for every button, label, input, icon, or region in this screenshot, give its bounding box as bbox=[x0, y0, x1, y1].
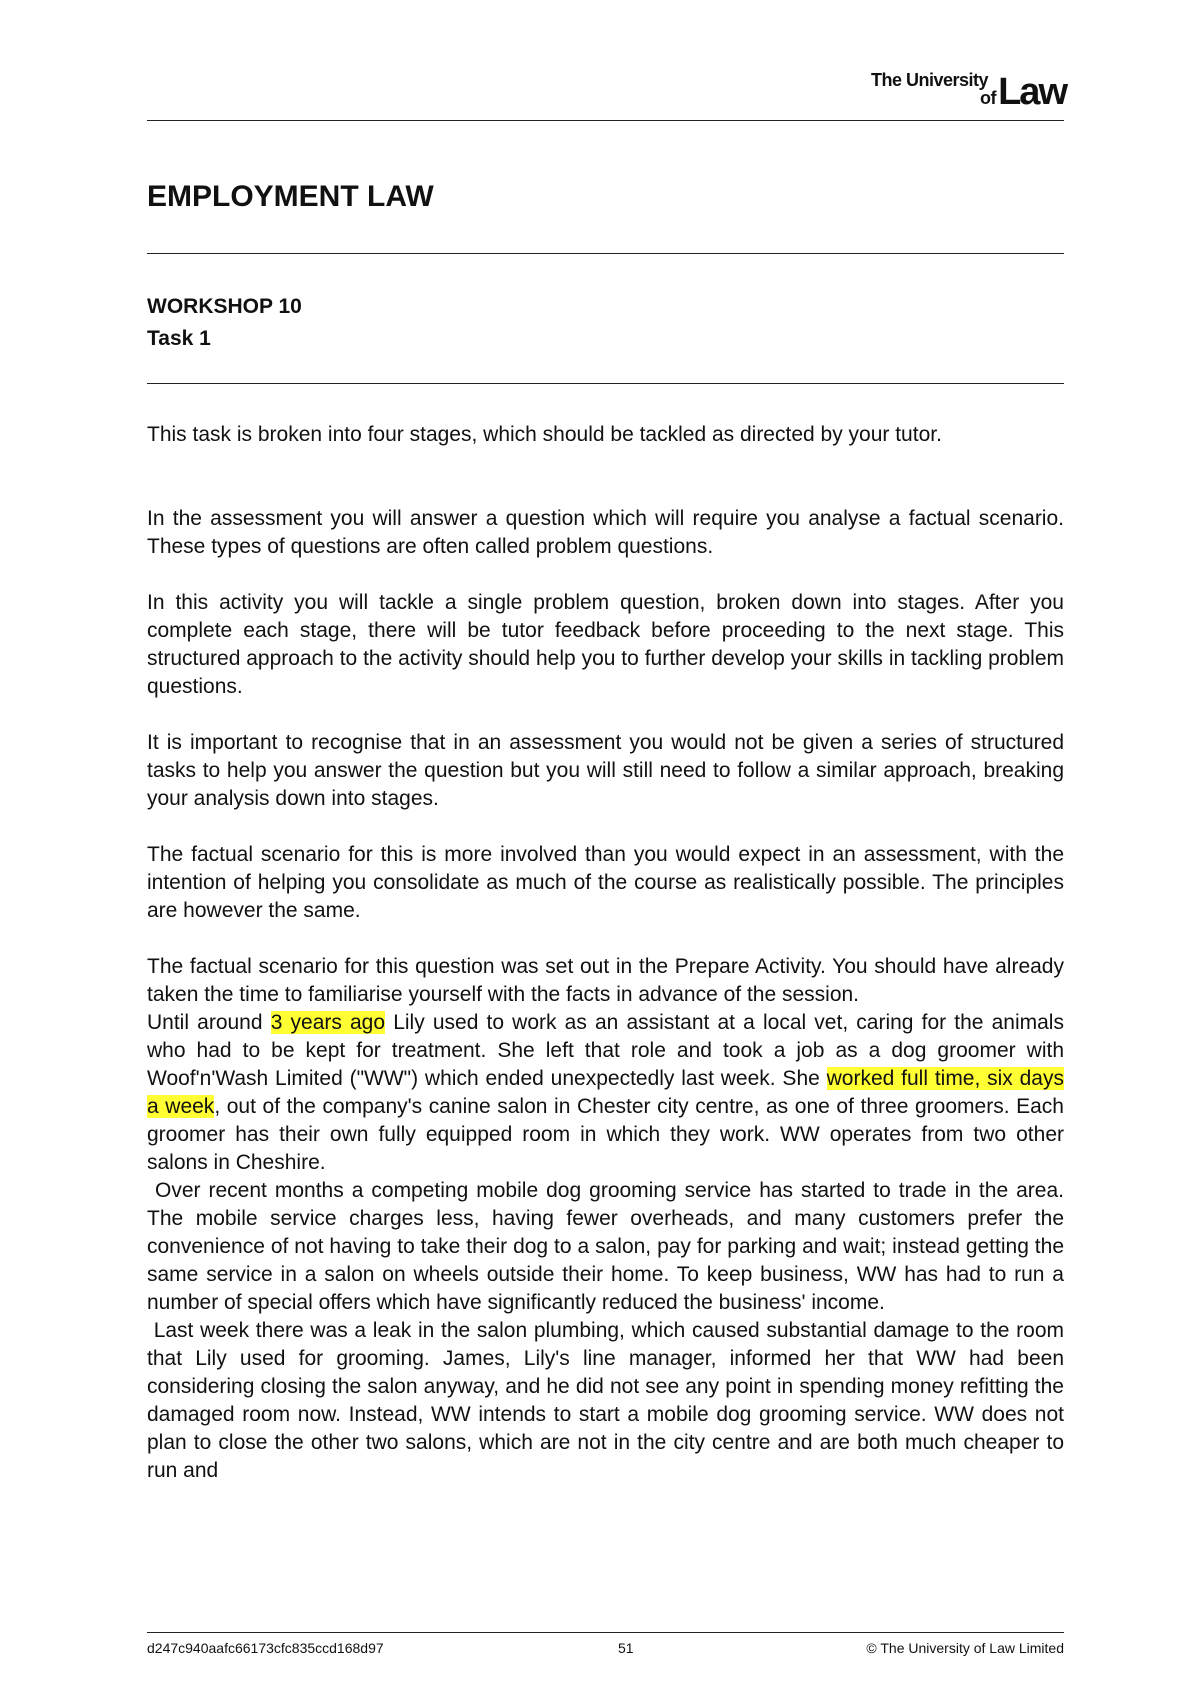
header-divider bbox=[147, 120, 1064, 121]
workshop-label: WORKSHOP 10 bbox=[147, 295, 302, 318]
logo-line-1: The University bbox=[870, 70, 988, 90]
scenario-paragraph-2: Over recent months a competing mobile dog grooming service has started to trade in the area. The mobile service charges less, having fewer overheads, and many customers prefer the convenience of not having to take their dog to a salon, pay for parking and wait; instead getting the same service in a salon on wheels outside their home. To keep business, WW has had to run a number of special offers which have significantly reduced the business' income. bbox=[147, 1179, 1070, 1314]
scenario-paragraph-3: Last week there was a leak in the salon plumbing, which caused substantial damage to the room that Lily used for grooming. James, Lily's line manager, informed her that WW had been considering closing the salon anyway, and he did not see any point in spending money refitting the damaged room now. Instead, WW intends to start a mobile dog grooming service. WW does not plan to close the other two salons, which are not in the city centre and are both much cheaper to run and bbox=[147, 1319, 1070, 1482]
highlight-full-time: worked full time, six days a week bbox=[147, 1067, 1064, 1118]
page-title: EMPLOYMENT LAW bbox=[147, 180, 434, 213]
footer-divider bbox=[147, 1632, 1064, 1633]
intro-paragraph-3: In this activity you will tackle a single problem question, broken down into stages. After you complete each stage, there will be tutor feedback before proceeding to the next stage. This structured approach to the activity should help you to further develop your skills in tackling problem questions. bbox=[147, 591, 1064, 698]
section-divider bbox=[147, 383, 1064, 384]
scenario-text: , out of the company's canine salon in Chester city centre, as one of three groomers. Each groomer has their own fully equipped room in which they work. WW operates from two other salons in Cheshire. bbox=[147, 1095, 1064, 1174]
intro-paragraph-5: The factual scenario for this is more involved than you would expect in an assessment, with the intention of helping you consolidate as much of the course as realistically possible. The principles are however the same. bbox=[147, 843, 1064, 922]
logo-line-2: of bbox=[980, 88, 996, 108]
scenario-text: Lily used to work as an assistant at a local vet, caring for the animals who had to be kept for treatment. She left that role and took a job as a dog groomer with Woof'n'Wash Limited ("WW") which ended unexpectedly last week. She bbox=[147, 1011, 1064, 1090]
scenario-text: Until around bbox=[147, 1011, 271, 1034]
title-divider bbox=[147, 253, 1064, 254]
logo-line-3: Law bbox=[998, 71, 1066, 113]
intro-paragraph-2: In the assessment you will answer a question which will require you analyse a factual scenario. These types of questions are often called problem questions. bbox=[147, 507, 1064, 558]
task-label: Task 1 bbox=[147, 327, 211, 350]
scenario-paragraph-1 bbox=[147, 1009, 1064, 1177]
footer-copyright: © The University of Law Limited bbox=[866, 1640, 1064, 1656]
university-logo bbox=[860, 68, 1066, 112]
scenario-intro: The factual scenario for this question was set out in the Prepare Activity. You should have already taken the time to familiarise yourself with the facts in advance of the session. bbox=[147, 955, 1064, 1006]
footer-doc-id: d247c940aafc66173cfc835ccd168d97 bbox=[147, 1640, 384, 1656]
footer-page-number: 51 bbox=[618, 1640, 634, 1656]
intro-paragraph-4: It is important to recognise that in an assessment you would not be given a series of structured tasks to help you answer the question but you will still need to follow a similar approach, breaking your analysis down into stages. bbox=[147, 731, 1064, 810]
intro-paragraph-1: This task is broken into four stages, which should be tackled as directed by your tutor. bbox=[147, 423, 942, 446]
scenario-block bbox=[147, 953, 1070, 1485]
highlight-3-years-ago: 3 years ago bbox=[270, 1011, 386, 1034]
workshop-heading bbox=[147, 291, 302, 355]
